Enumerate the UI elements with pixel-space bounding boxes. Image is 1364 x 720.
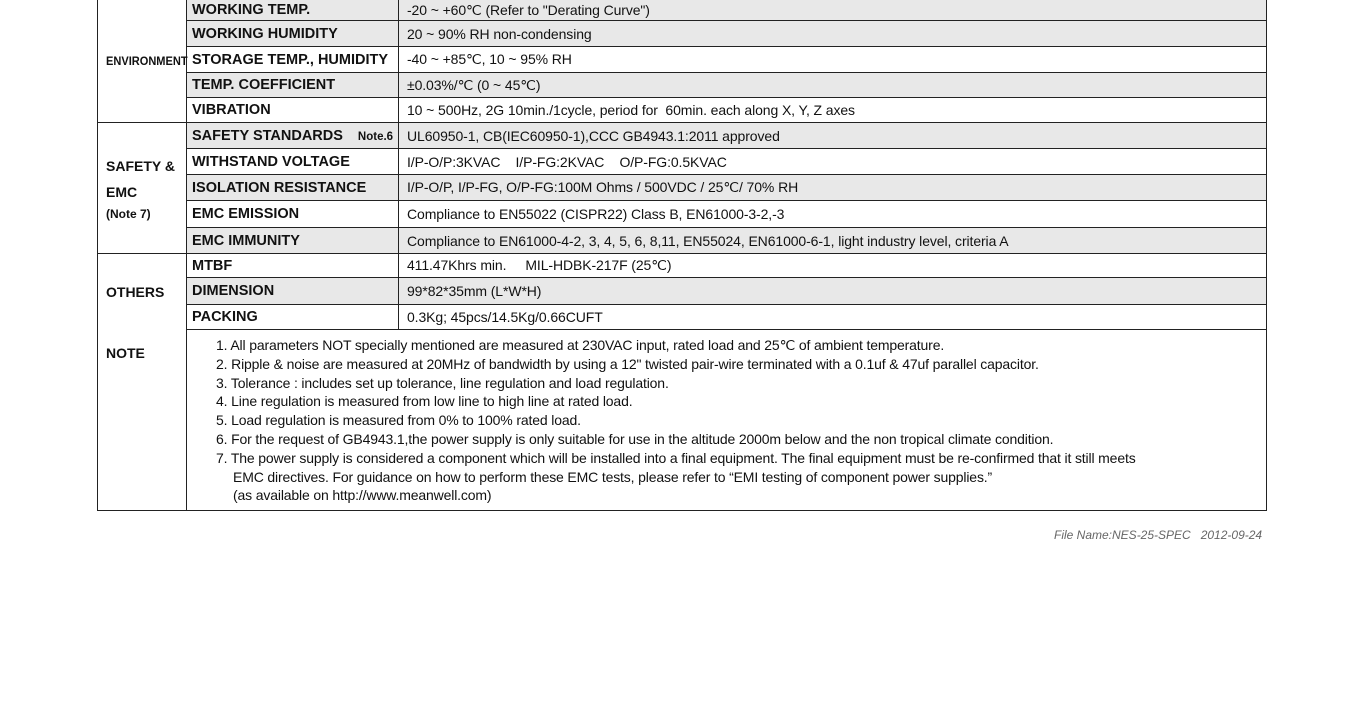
table-row xyxy=(187,123,1267,149)
table-row xyxy=(187,254,1267,278)
row-label: EMC IMMUNITY xyxy=(187,228,399,253)
table-row xyxy=(187,21,1267,47)
row-value: I/P-O/P, I/P-FG, O/P-FG:100M Ohms / 500VDC / 25℃/ 70% RH xyxy=(407,179,799,195)
note-line: 7. The power supply is considered a component which will be installed into a final equipment. The final equipment must be re-confirmed that it still meets xyxy=(216,449,1136,466)
category-label: OTHERS xyxy=(106,284,165,300)
row-label: VIBRATION xyxy=(187,98,399,122)
row-value: I/P-O/P:3KVAC I/P-FG:2KVAC O/P-FG:0.5KVAC xyxy=(407,153,727,170)
row-label: WORKING HUMIDITY xyxy=(187,21,399,46)
table-row xyxy=(187,73,1267,98)
note-line: 5. Load regulation is measured from 0% to 100% rated load. xyxy=(216,412,581,429)
row-label: WORKING TEMP. xyxy=(187,0,399,20)
category-others xyxy=(97,254,187,331)
row-value: -20 ~ +60℃ (Refer to "Derating Curve") xyxy=(407,1,650,18)
note-line: 1. All parameters NOT specially mentioned are measured at 230VAC input, rated load and 25℃ of ambient temperature. xyxy=(216,337,945,353)
row-value: 0.3Kg; 45pcs/14.5Kg/0.66CUFT xyxy=(407,309,603,325)
table-row xyxy=(187,149,1267,175)
row-label: ISOLATION RESISTANCE xyxy=(187,175,399,200)
note-line: 6. For the request of GB4943.1,the power supply is only suitable for use in the altitude 2000m below and the non tropical climate condition. xyxy=(216,430,1054,447)
notes-block xyxy=(187,330,1267,511)
category-note: (Note 7) xyxy=(106,207,151,221)
category-label: NOTE xyxy=(106,345,145,361)
category-safety-emc xyxy=(97,123,187,254)
table-row xyxy=(187,175,1267,201)
row-value: Compliance to EN61000-4-2, 3, 4, 5, 6, 8,11, EN55024, EN61000-6-1, light industry level, criteria A xyxy=(407,232,1009,249)
row-label-text: SAFETY STANDARDS xyxy=(192,127,343,144)
category-environment xyxy=(97,0,187,123)
row-label: WITHSTAND VOLTAGE xyxy=(187,149,399,174)
category-label: ENVIRONMENT xyxy=(106,54,188,68)
row-value: 10 ~ 500Hz, 2G 10min./1cycle, period for 60min. each along X, Y, Z axes xyxy=(407,102,855,118)
table-row xyxy=(187,47,1267,73)
row-label: PACKING xyxy=(187,305,399,329)
row-value: 20 ~ 90% RH non-condensing xyxy=(407,25,592,42)
row-value: ±0.03%/℃ (0 ~ 45℃) xyxy=(407,76,541,93)
row-label-note: Note.6 xyxy=(357,130,394,143)
row-value: 99*82*35mm (L*W*H) xyxy=(407,283,542,299)
table-row xyxy=(187,0,1267,21)
row-value: -40 ~ +85℃, 10 ~ 95% RH xyxy=(407,51,572,67)
spec-table xyxy=(97,0,1267,511)
note-line: 4. Line regulation is measured from low line to high line at rated load. xyxy=(216,393,633,410)
note-line: 2. Ripple & noise are measured at 20MHz of bandwidth by using a 12" twisted pair-wire terminated with a 0.1uf & 47uf parallel capacitor. xyxy=(216,355,1039,372)
category-note xyxy=(97,330,187,511)
row-label: MTBF xyxy=(187,254,399,277)
category-label: SAFETY & xyxy=(106,158,175,174)
table-row xyxy=(187,305,1267,330)
row-label: STORAGE TEMP., HUMIDITY xyxy=(187,47,399,72)
row-value: Compliance to EN55022 (CISPR22) Class B, EN61000-3-2,-3 xyxy=(407,206,785,222)
table-row xyxy=(187,228,1267,254)
category-label: EMC xyxy=(106,184,138,200)
table-row xyxy=(187,98,1267,123)
table-row xyxy=(187,201,1267,228)
row-value: UL60950-1, CB(IEC60950-1),CCC GB4943.1:2011 approved xyxy=(407,127,780,144)
row-label: TEMP. COEFFICIENT xyxy=(187,73,399,97)
row-label: EMC EMISSION xyxy=(187,201,399,227)
row-label: DIMENSION xyxy=(187,278,399,304)
row-label xyxy=(187,123,399,148)
note-line: (as available on http://www.meanwell.com) xyxy=(233,487,492,504)
table-row xyxy=(187,278,1267,305)
note-line: 3. Tolerance : includes set up tolerance, line regulation and load regulation. xyxy=(216,374,669,391)
file-name-footer: File Name:NES-25-SPEC 2012-09-24 xyxy=(1054,528,1263,542)
note-line: EMC directives. For guidance on how to perform these EMC tests, please refer to “EMI testing of component power supplies.” xyxy=(233,468,993,485)
row-value: 411.47Khrs min. MIL-HDBK-217F (25℃) xyxy=(407,257,672,273)
